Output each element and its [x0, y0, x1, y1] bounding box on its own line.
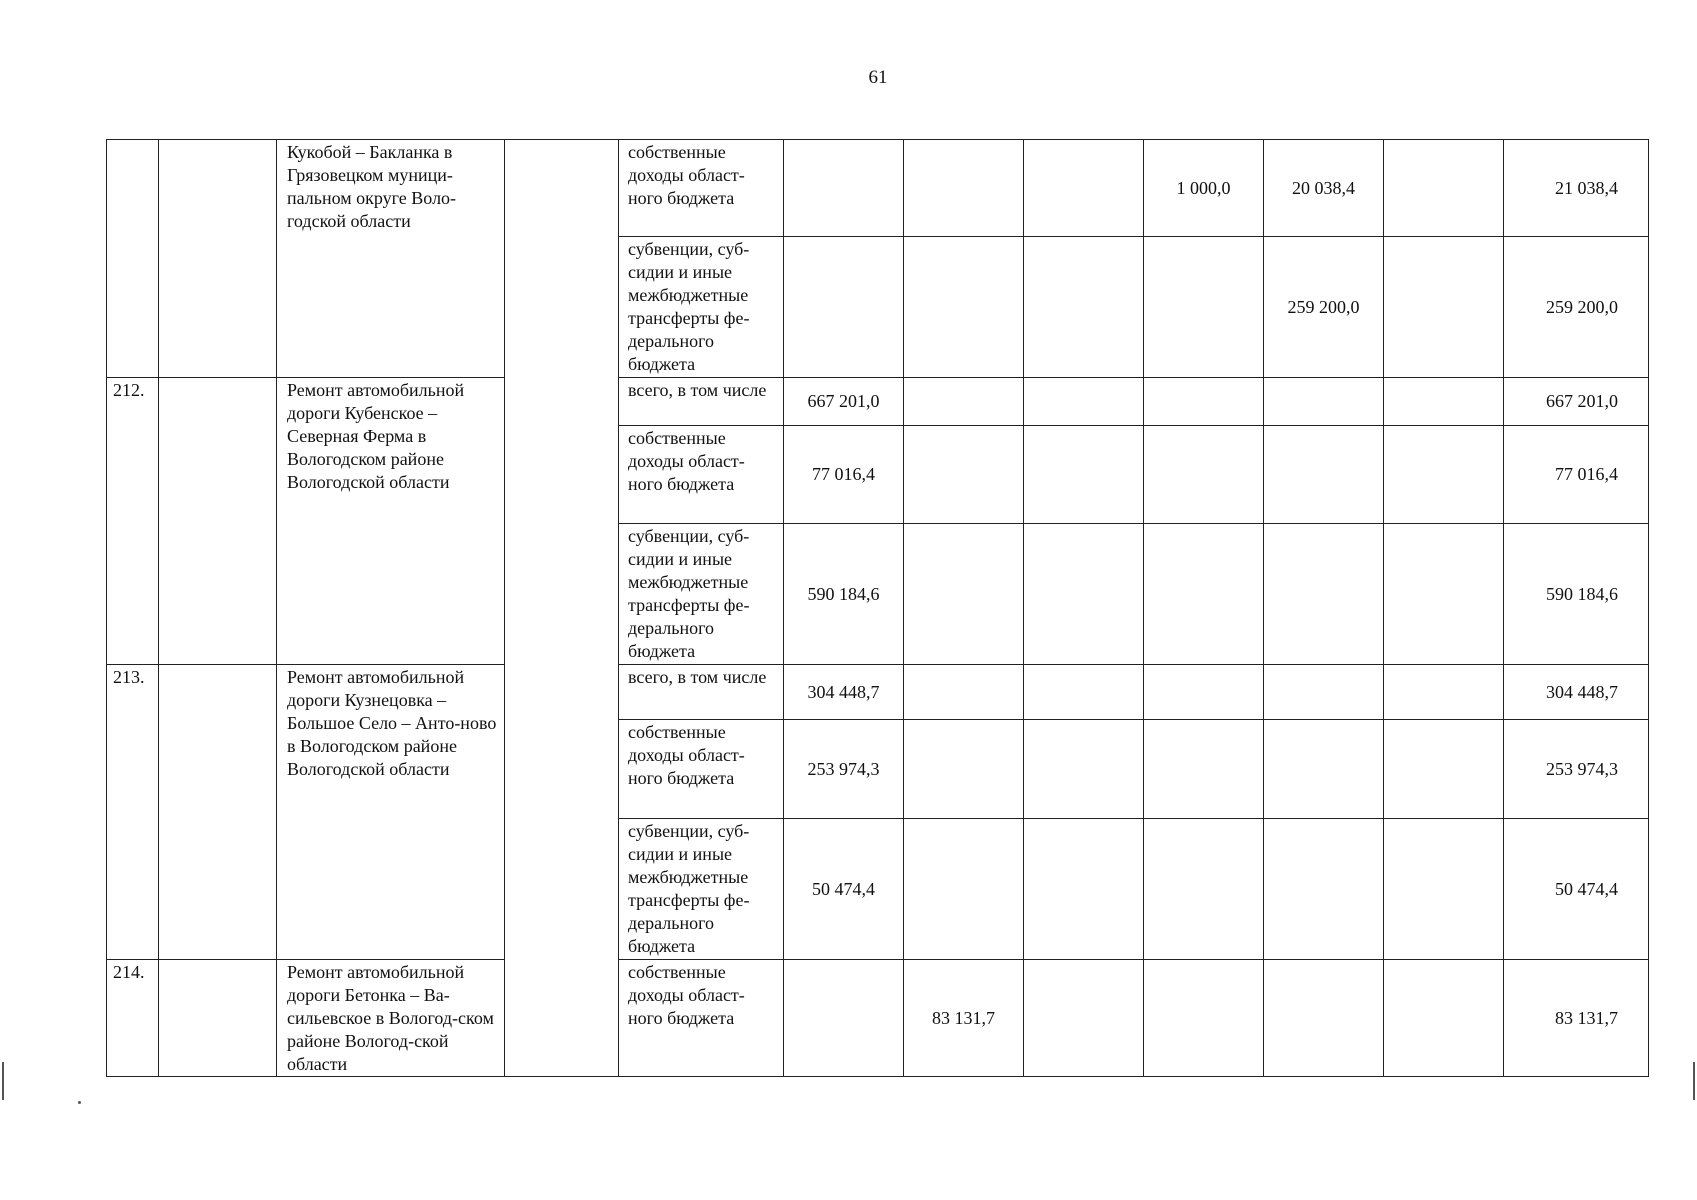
value-cell: 590 184,6	[784, 524, 904, 665]
value-cell: 50 474,4	[784, 819, 904, 960]
value-cell	[1384, 140, 1504, 237]
value-cell	[1264, 426, 1384, 524]
scan-dot	[78, 1101, 81, 1104]
row-number: 213.	[107, 665, 159, 960]
value-cell	[904, 140, 1024, 237]
value-cell	[1384, 237, 1504, 378]
value-cell	[1264, 378, 1384, 426]
funding-source: субвенции, суб-сидии и иные межбюджетные трансферты фе-дерального бюджета	[619, 524, 784, 665]
value-cell: 304 448,7	[784, 665, 904, 720]
value-cell: 253 974,3	[784, 720, 904, 819]
value-cell	[1024, 378, 1144, 426]
total-cell: 77 016,4	[1504, 426, 1649, 524]
value-cell	[1144, 720, 1264, 819]
value-cell	[1384, 960, 1504, 1077]
value-cell	[1144, 960, 1264, 1077]
merged-blank-column	[505, 140, 619, 1077]
value-cell	[1384, 720, 1504, 819]
total-cell: 259 200,0	[1504, 237, 1649, 378]
table-row	[107, 378, 1649, 426]
total-cell: 590 184,6	[1504, 524, 1649, 665]
value-cell	[904, 524, 1024, 665]
funding-source: собственные доходы област-ного бюджета	[619, 720, 784, 819]
budget-table	[106, 139, 1649, 1077]
funding-source: собственные доходы област-ного бюджета	[619, 960, 784, 1077]
object-name: Ремонт автомобильной дороги Кубенское – Северная Ферма в Вологодском районе Вологодской области	[277, 378, 505, 665]
value-cell	[1024, 960, 1144, 1077]
value-cell: 77 016,4	[784, 426, 904, 524]
funding-source: собственные доходы област-ного бюджета	[619, 140, 784, 237]
scan-mark	[1693, 1062, 1695, 1100]
value-cell	[1024, 237, 1144, 378]
value-cell	[1264, 524, 1384, 665]
total-cell: 21 038,4	[1504, 140, 1649, 237]
blank-cell	[159, 140, 277, 378]
value-cell: 20 038,4	[1264, 140, 1384, 237]
total-cell: 304 448,7	[1504, 665, 1649, 720]
value-cell	[784, 237, 904, 378]
value-cell	[1024, 665, 1144, 720]
funding-source: собственные доходы област-ного бюджета	[619, 426, 784, 524]
object-name: Ремонт автомобильной дороги Кузнецовка – Большое Село – Анто-ново в Вологодском районе Вологодской области	[277, 665, 505, 960]
table-row	[107, 140, 1649, 237]
value-cell	[1384, 524, 1504, 665]
value-cell: 1 000,0	[1144, 140, 1264, 237]
value-cell	[1264, 720, 1384, 819]
object-name: Кукобой – Бакланка в Грязовецком муници-пальном округе Воло-годской области	[277, 140, 505, 378]
page-number: 61	[868, 67, 888, 88]
value-cell	[1144, 819, 1264, 960]
object-name: Ремонт автомобильной дороги Бетонка – Ва-сильевское в Вологод-ском районе Вологод-ской области	[277, 960, 505, 1077]
table-row	[107, 960, 1649, 1077]
total-cell: 253 974,3	[1504, 720, 1649, 819]
scan-mark	[2, 1062, 4, 1100]
funding-source: субвенции, суб-сидии и иные межбюджетные трансферты фе-дерального бюджета	[619, 237, 784, 378]
value-cell: 83 131,7	[904, 960, 1024, 1077]
value-cell	[904, 378, 1024, 426]
value-cell	[1264, 960, 1384, 1077]
value-cell	[1024, 524, 1144, 665]
blank-cell	[159, 665, 277, 960]
value-cell	[1384, 378, 1504, 426]
funding-source: всего, в том числе	[619, 665, 784, 720]
value-cell	[1384, 665, 1504, 720]
value-cell	[1384, 819, 1504, 960]
value-cell	[1384, 426, 1504, 524]
value-cell	[1264, 665, 1384, 720]
value-cell	[904, 426, 1024, 524]
value-cell	[904, 665, 1024, 720]
value-cell	[1144, 426, 1264, 524]
value-cell: 259 200,0	[1264, 237, 1384, 378]
row-number: 212.	[107, 378, 159, 665]
table-row	[107, 665, 1649, 720]
funding-source: всего, в том числе	[619, 378, 784, 426]
value-cell	[1024, 819, 1144, 960]
total-cell: 50 474,4	[1504, 819, 1649, 960]
row-number: 214.	[107, 960, 159, 1077]
total-cell: 83 131,7	[1504, 960, 1649, 1077]
value-cell	[1144, 237, 1264, 378]
value-cell	[904, 819, 1024, 960]
value-cell	[1144, 665, 1264, 720]
value-cell	[1144, 378, 1264, 426]
value-cell	[1264, 819, 1384, 960]
value-cell	[1024, 426, 1144, 524]
value-cell	[784, 140, 904, 237]
value-cell	[1144, 524, 1264, 665]
total-cell: 667 201,0	[1504, 378, 1649, 426]
blank-cell	[159, 378, 277, 665]
value-cell	[904, 237, 1024, 378]
value-cell	[1024, 140, 1144, 237]
row-number	[107, 140, 159, 378]
value-cell	[784, 960, 904, 1077]
value-cell	[904, 720, 1024, 819]
blank-cell	[159, 960, 277, 1077]
funding-source: субвенции, суб-сидии и иные межбюджетные трансферты фе-дерального бюджета	[619, 819, 784, 960]
value-cell: 667 201,0	[784, 378, 904, 426]
value-cell	[1024, 720, 1144, 819]
